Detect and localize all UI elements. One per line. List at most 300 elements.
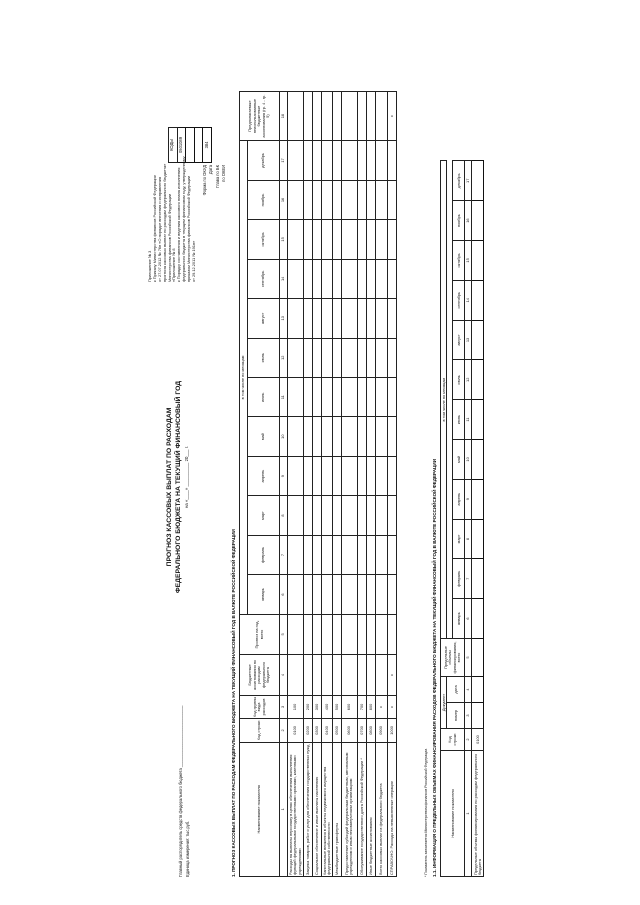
value-cell <box>332 259 341 298</box>
row-remainder <box>322 92 333 141</box>
month-header: март <box>453 519 465 559</box>
value-cell <box>387 141 396 181</box>
value-cell <box>322 220 333 259</box>
column-number: 9 <box>465 479 472 519</box>
value-cell <box>472 599 484 639</box>
value-cell <box>357 299 366 338</box>
value-cell <box>332 496 341 535</box>
value-cell <box>387 180 396 219</box>
column-number: 2 <box>465 729 472 751</box>
value-cell <box>322 259 333 298</box>
table-row <box>313 92 322 877</box>
column-number: 10 <box>465 440 472 480</box>
table-row <box>366 92 375 877</box>
value-cell <box>375 180 387 219</box>
value-cell <box>322 141 333 181</box>
table-row <box>341 92 357 877</box>
value-cell <box>304 259 313 298</box>
value-cell <box>332 377 341 416</box>
value-cell <box>304 417 313 456</box>
appendix-line: федерального бюджета в текущем финансовом году, утвержденному <box>181 156 187 282</box>
value-cell <box>375 535 387 574</box>
col-kvr-header: Код группы вида расходов <box>240 695 280 718</box>
column-number: 8 <box>280 496 288 535</box>
header-line: Единица измерения: тыс.руб. <box>184 820 190 877</box>
month-header: июль <box>248 338 280 377</box>
footnote: * Показатель заполняется Министерством финансов Российской Федерации. <box>424 747 428 877</box>
month-header: февраль <box>453 559 465 599</box>
value-cell <box>366 614 375 655</box>
column-number: 6 <box>280 575 288 614</box>
value-cell <box>332 141 341 181</box>
value-cell <box>366 456 375 495</box>
value-cell <box>288 417 304 456</box>
column-number: 15 <box>280 220 288 259</box>
col-code-header: Код строки <box>240 719 280 742</box>
date-line: на «____» __________ 20___ г. <box>184 446 189 508</box>
value-cell <box>288 377 304 416</box>
column-number: 12 <box>465 360 472 400</box>
row-alloc <box>332 655 341 696</box>
column-number: 11 <box>280 377 288 416</box>
value-cell <box>387 417 396 456</box>
value-cell <box>304 338 313 377</box>
row-remainder <box>341 92 357 141</box>
appendix-line: к Приказу Министерства финансов Российской Федерации <box>151 175 157 282</box>
row-remainder <box>375 92 387 141</box>
value-cell <box>313 338 322 377</box>
value-cell <box>304 496 313 535</box>
value-cell <box>357 338 366 377</box>
month-header: август <box>248 299 280 338</box>
column-number: 17 <box>280 141 288 181</box>
value-cell <box>366 417 375 456</box>
value-cell <box>304 141 313 181</box>
section1-title: 1. ПРОГНОЗ КАССОВЫХ ВЫПЛАТ ПО РАСХОДАМ ФЕДЕРАЛЬНОГО БЮДЖЕТА НА ТЕКУЩИЙ ФИНАНСОВЫЙ ГОД В ВАЛЮТЕ РОССИЙСКОЙ ФЕДЕРАЦИИ <box>231 529 236 877</box>
appendix-line: к Порядку составления и ведения кассового плана исполнения <box>176 167 182 282</box>
value-cell <box>341 456 357 495</box>
value-cell <box>332 614 341 655</box>
value-cell <box>375 456 387 495</box>
value-cell <box>341 417 357 456</box>
column-number: 8 <box>465 519 472 559</box>
value-cell <box>288 180 304 219</box>
row-kvr: 700 <box>357 695 366 718</box>
value-cell <box>313 496 322 535</box>
value-cell <box>341 259 357 298</box>
month-header: июнь <box>453 400 465 440</box>
value-cell <box>357 377 366 416</box>
month-header: январь <box>248 575 280 614</box>
appendix-line: от 29.12.2011 № 191н» <box>190 240 196 282</box>
column-number: 13 <box>280 299 288 338</box>
row-alloc <box>304 655 313 696</box>
form-title-line2: ФЕДЕРАЛЬНОГО БЮДЖЕТА НА ТЕКУЩИЙ ФИНАНСОВЫЙ ГОД <box>175 380 182 594</box>
value-cell <box>387 338 396 377</box>
month-header: март <box>248 496 280 535</box>
value-cell <box>357 180 366 219</box>
row-code: 1000 <box>387 719 396 742</box>
value-cell <box>341 614 357 655</box>
value-cell <box>472 320 484 360</box>
code-label: Форма по ОКУД <box>202 165 207 196</box>
column-number: 15 <box>465 241 472 281</box>
value-cell <box>313 535 322 574</box>
code-value <box>194 128 203 163</box>
appendix-line: от 27.07.2012 № 76н «О порядке внесения и исправления <box>156 177 162 282</box>
form-title-line1: ПРОГНОЗ КАССОВЫХ ВЫПЛАТ ПО РАСХОДАМ <box>166 407 173 567</box>
value-cell <box>332 535 341 574</box>
row-kvr: х <box>387 695 396 718</box>
value-cell <box>304 180 313 219</box>
value-cell <box>288 456 304 495</box>
month-header: декабрь <box>453 161 465 201</box>
row-name: Всего кассовых выплат из федерального бюджета <box>375 742 387 876</box>
value-cell <box>472 280 484 320</box>
column-number: 9 <box>280 456 288 495</box>
appendix-line: приказом Министерства финансов Российской Федерации <box>186 175 191 282</box>
month-header: май <box>453 440 465 480</box>
value-cell <box>472 360 484 400</box>
column-number: 7 <box>280 535 288 574</box>
value-cell <box>375 417 387 456</box>
value-cell <box>313 614 322 655</box>
row-kvr: 600 <box>341 695 357 718</box>
row-kvr: 300 <box>313 695 322 718</box>
column-number: 14 <box>465 280 472 320</box>
value-cell <box>341 338 357 377</box>
value-cell <box>313 180 322 219</box>
table-row <box>332 92 341 877</box>
column-number: 18 <box>280 92 288 141</box>
value-cell <box>288 299 304 338</box>
value-cell <box>387 259 396 298</box>
t2-limits-header: Предельные объемы финансирования, всего <box>441 638 465 676</box>
value-cell <box>332 575 341 614</box>
codes-labels <box>202 165 227 249</box>
value-cell <box>341 299 357 338</box>
row-remainder <box>313 92 322 141</box>
value-cell <box>366 535 375 574</box>
value-cell <box>288 575 304 614</box>
value-cell <box>472 479 484 519</box>
month-header: январь <box>453 599 465 639</box>
column-number: 3 <box>280 695 288 718</box>
col-name-header: Наименование показателя <box>240 742 280 876</box>
value-cell <box>313 417 322 456</box>
row-name: Обслуживание государственного долга Российской Федерации * <box>357 742 366 876</box>
value-cell <box>472 400 484 440</box>
row-kvr: 800 <box>366 695 375 718</box>
value-cell <box>366 220 375 259</box>
column-number: 10 <box>280 417 288 456</box>
value-cell <box>332 220 341 259</box>
value-cell <box>341 377 357 416</box>
value-cell <box>322 614 333 655</box>
value-cell <box>304 299 313 338</box>
month-header: ноябрь <box>453 201 465 241</box>
row-name: Капитальные вложения в объекты недвижимого имущества федеральной собственности <box>322 742 333 876</box>
table-row <box>375 92 387 877</box>
value-cell <box>322 299 333 338</box>
month-header: сентябрь <box>453 280 465 320</box>
col-remainder-header: Предполагаемые неиспользованные бюджетные ассигнования (гр. 4 - гр. 5) <box>240 92 280 141</box>
table-row <box>357 92 366 877</box>
column-number: 3 <box>465 703 472 729</box>
row-kvr: х <box>375 695 387 718</box>
value-cell <box>472 201 484 241</box>
value-cell <box>375 575 387 614</box>
column-number: 6 <box>465 599 472 639</box>
row-code: 0100 <box>472 729 484 751</box>
value-cell <box>322 456 333 495</box>
value-cell <box>313 456 322 495</box>
value-cell <box>387 377 396 416</box>
value-cell <box>313 141 322 181</box>
column-number: 17 <box>465 161 472 201</box>
in-months-header: в том числе по месяцам <box>240 141 248 615</box>
month-header: апрель <box>453 479 465 519</box>
value-cell <box>313 575 322 614</box>
value-cell <box>357 496 366 535</box>
rotated-form <box>148 91 480 877</box>
row-remainder <box>357 92 366 141</box>
month-header: июль <box>453 360 465 400</box>
col-alloc-header: Бюджетные ассигнования по расходам федерального бюджета <box>240 655 280 696</box>
value-cell <box>288 496 304 535</box>
column-number: 16 <box>280 180 288 219</box>
row-code: 0200 <box>304 719 313 742</box>
row-code: 0100 <box>288 719 304 742</box>
value-cell <box>288 614 304 655</box>
value-cell <box>288 141 304 181</box>
value-cell <box>341 220 357 259</box>
value-cell <box>375 299 387 338</box>
limits-table <box>440 160 484 877</box>
value-cell <box>313 299 322 338</box>
value-cell <box>472 703 484 729</box>
row-alloc <box>341 655 357 696</box>
value-cell <box>304 220 313 259</box>
table-row <box>387 92 396 877</box>
value-cell <box>332 180 341 219</box>
column-number: 12 <box>280 338 288 377</box>
value-cell <box>304 614 313 655</box>
value-cell <box>341 575 357 614</box>
value-cell <box>366 299 375 338</box>
row-kvr: 100 <box>288 695 304 718</box>
value-cell <box>387 496 396 535</box>
code-label: Глава по БК <box>214 165 220 188</box>
value-cell <box>375 338 387 377</box>
value-cell <box>472 161 484 201</box>
section11-title: 1.1. ИНФОРМАЦИЯ О ПРЕДЕЛЬНЫХ ОБЪЕМАХ ФИНАНСИРОВАНИЯ РАСХОДОВ ФЕДЕРАЛЬНОГО БЮДЖЕТА НА ТЕКУЩИЙ ФИНАНСОВЫЙ ГОД В ВАЛЮТЕ РОССИЙСКОЙ ФЕДЕРАЦИИ <box>432 459 437 877</box>
month-header: октябрь <box>248 220 280 259</box>
value-cell <box>472 241 484 281</box>
value-cell <box>387 456 396 495</box>
t2-number-header: номер <box>447 703 465 729</box>
appendix-line: Приложение № 3 <box>147 250 152 282</box>
t2-date-header: дата <box>447 676 465 702</box>
forecast-table <box>239 91 397 877</box>
row-name: Закупка товаров, работ и услуг для обеспечения государственных нужд <box>304 742 313 876</box>
value-cell <box>322 496 333 535</box>
code-value: 0501089 <box>177 128 186 163</box>
value-cell <box>357 614 366 655</box>
col-forecast-header: Прогноз на год, всего <box>240 614 280 655</box>
month-header: октябрь <box>453 241 465 281</box>
value-cell <box>387 575 396 614</box>
month-header: август <box>453 320 465 360</box>
value-cell <box>341 141 357 181</box>
month-header: февраль <box>248 535 280 574</box>
value-cell <box>366 180 375 219</box>
row-alloc <box>322 655 333 696</box>
value-cell <box>366 575 375 614</box>
row-remainder <box>288 92 304 141</box>
value-cell <box>366 496 375 535</box>
value-cell <box>288 220 304 259</box>
row-code: 0400 <box>322 719 333 742</box>
value-cell <box>341 496 357 535</box>
month-header: июнь <box>248 377 280 416</box>
value-cell <box>387 535 396 574</box>
t2-in-months-header: в том числе по месяцам <box>441 161 447 639</box>
value-cell <box>472 676 484 702</box>
value-cell <box>322 575 333 614</box>
value-cell <box>288 259 304 298</box>
value-cell <box>472 559 484 599</box>
row-kvr: 200 <box>304 695 313 718</box>
row-remainder <box>304 92 313 141</box>
row-code: 0500 <box>332 719 341 742</box>
row-alloc <box>313 655 322 696</box>
row-kvr: 500 <box>332 695 341 718</box>
table-row <box>472 161 484 877</box>
value-cell <box>313 220 322 259</box>
value-cell <box>366 259 375 298</box>
value-cell <box>288 535 304 574</box>
value-cell <box>375 614 387 655</box>
header-line: Главный распорядитель средств федерального бюджета ___________________________ <box>178 705 183 877</box>
row-remainder <box>332 92 341 141</box>
value-cell <box>341 535 357 574</box>
appendix-note <box>148 92 197 282</box>
value-cell <box>375 141 387 181</box>
column-number: 1 <box>465 751 472 877</box>
row-code: 0300 <box>313 719 322 742</box>
appendix-line: «Приложение № 8 <box>171 248 177 282</box>
value-cell <box>313 259 322 298</box>
value-cell <box>387 299 396 338</box>
column-number: 13 <box>465 320 472 360</box>
row-name: СПРАВОЧНО: Расходы на невыясненные операции <box>387 742 396 876</box>
row-code: 0900 <box>375 719 387 742</box>
value-cell <box>387 220 396 259</box>
column-number: 5 <box>280 614 288 655</box>
value-cell <box>472 440 484 480</box>
month-header: декабрь <box>248 141 280 181</box>
row-alloc <box>375 655 387 696</box>
column-number: 5 <box>465 638 472 676</box>
value-cell <box>375 220 387 259</box>
value-cell <box>357 220 366 259</box>
table-row <box>304 92 313 877</box>
value-cell <box>304 456 313 495</box>
value-cell <box>357 456 366 495</box>
row-kvr: 400 <box>322 695 333 718</box>
column-number: 11 <box>465 400 472 440</box>
column-number: 7 <box>465 559 472 599</box>
row-remainder <box>366 92 375 141</box>
value-cell <box>357 417 366 456</box>
t2-document-header: Документ <box>441 676 447 728</box>
code-label: по ОКЕИ <box>221 165 227 182</box>
code-value: 384 <box>203 128 212 163</box>
column-number: 2 <box>280 719 288 742</box>
month-header: апрель <box>248 456 280 495</box>
value-cell <box>313 377 322 416</box>
value-cell <box>387 614 396 655</box>
table-row <box>288 92 304 877</box>
value-cell <box>322 377 333 416</box>
value-cell <box>322 338 333 377</box>
row-name: Предельные объемы финансирования по расходам федерального бюджета <box>472 751 484 877</box>
value-cell <box>341 180 357 219</box>
month-header: сентябрь <box>248 259 280 298</box>
value-cell <box>366 338 375 377</box>
t2-code-header: Код строки <box>441 729 465 751</box>
value-cell <box>332 299 341 338</box>
value-cell <box>375 496 387 535</box>
value-cell <box>357 575 366 614</box>
row-name: Межбюджетные трансферты <box>332 742 341 876</box>
value-cell <box>366 141 375 181</box>
codes-table <box>168 127 212 163</box>
month-header: май <box>248 417 280 456</box>
value-cell <box>357 535 366 574</box>
value-cell <box>332 456 341 495</box>
code-label: Дата <box>208 165 214 175</box>
value-cell <box>304 377 313 416</box>
row-code: 0600 <box>341 719 357 742</box>
row-alloc <box>366 655 375 696</box>
column-number: 4 <box>280 655 288 696</box>
column-number: 14 <box>280 259 288 298</box>
value-cell <box>304 535 313 574</box>
header-lines <box>178 647 191 877</box>
value-cell <box>332 338 341 377</box>
value-cell <box>304 575 313 614</box>
table-row <box>322 92 333 877</box>
codes-header: КОДЫ <box>169 128 178 163</box>
t2-name-header: Наименование показателя <box>441 751 465 877</box>
row-name: Расходы на выплаты персоналу в целях обеспечения выполнения функций федеральными государственными органами, казенными учреждениями <box>288 742 304 876</box>
code-value <box>186 128 195 163</box>
row-code: 0800 <box>366 719 375 742</box>
row-alloc: х <box>387 655 396 696</box>
value-cell <box>322 535 333 574</box>
row-name: Социальное обеспечение и иные выплаты населению <box>313 742 322 876</box>
column-number: 1 <box>280 742 288 876</box>
value-cell <box>472 519 484 559</box>
month-header: ноябрь <box>248 180 280 219</box>
value-cell <box>357 259 366 298</box>
value-cell <box>366 377 375 416</box>
value-cell <box>322 417 333 456</box>
value-cell <box>322 180 333 219</box>
column-number: 4 <box>465 676 472 702</box>
